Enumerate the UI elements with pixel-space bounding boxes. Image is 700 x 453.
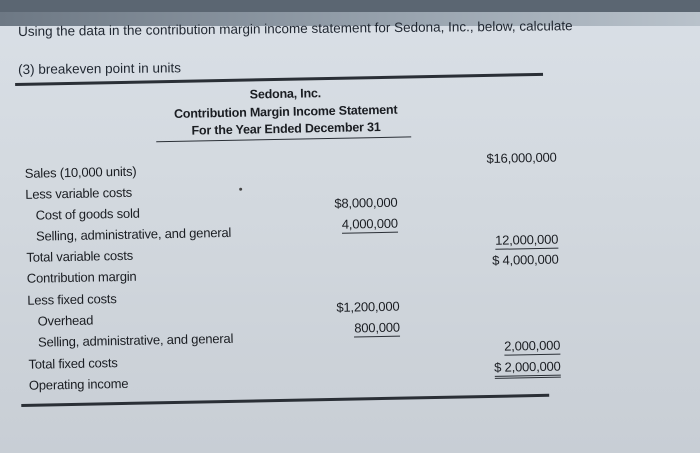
row-label: Less variable costs	[25, 184, 133, 202]
row-total: $16,000,000	[486, 149, 557, 166]
row-total: $ 2,000,000	[494, 359, 561, 379]
row-detail: 4,000,000	[341, 215, 399, 232]
row-label: Selling, administrative, and general	[35, 224, 232, 244]
row-label: Cost of goods sold	[35, 205, 140, 223]
statement-period: For the Year Ended December 31	[191, 119, 381, 138]
question-prompt: Using the data in the contribution margin income statement for Sedona, Inc., below, calculate	[18, 18, 573, 39]
row-label: Operating income	[28, 375, 129, 393]
question-part: (3) breakeven point in units	[18, 60, 181, 77]
company-name: Sedona, Inc.	[249, 86, 322, 102]
statement-title: Contribution Margin Income Statement	[173, 102, 398, 121]
row-label: Contribution margin	[26, 268, 137, 286]
row-label: Total variable costs	[26, 247, 134, 265]
row-detail: $8,000,000	[334, 194, 398, 211]
row-label: Sales (10,000 units)	[24, 163, 137, 181]
bottom-rule	[21, 394, 549, 407]
income-statement	[15, 68, 561, 418]
row-total: 2,000,000	[504, 337, 561, 354]
row-label: Selling, administrative, and general	[37, 330, 234, 350]
row-detail: $1,200,000	[336, 298, 400, 315]
row-detail: 800,000	[354, 319, 400, 336]
row-total: $ 4,000,000	[491, 251, 559, 268]
speck	[239, 188, 242, 191]
row-total: 12,000,000	[494, 231, 559, 248]
row-label: Overhead	[37, 312, 94, 329]
row-label: Less fixed costs	[27, 291, 117, 308]
row-label: Total fixed costs	[28, 355, 118, 372]
